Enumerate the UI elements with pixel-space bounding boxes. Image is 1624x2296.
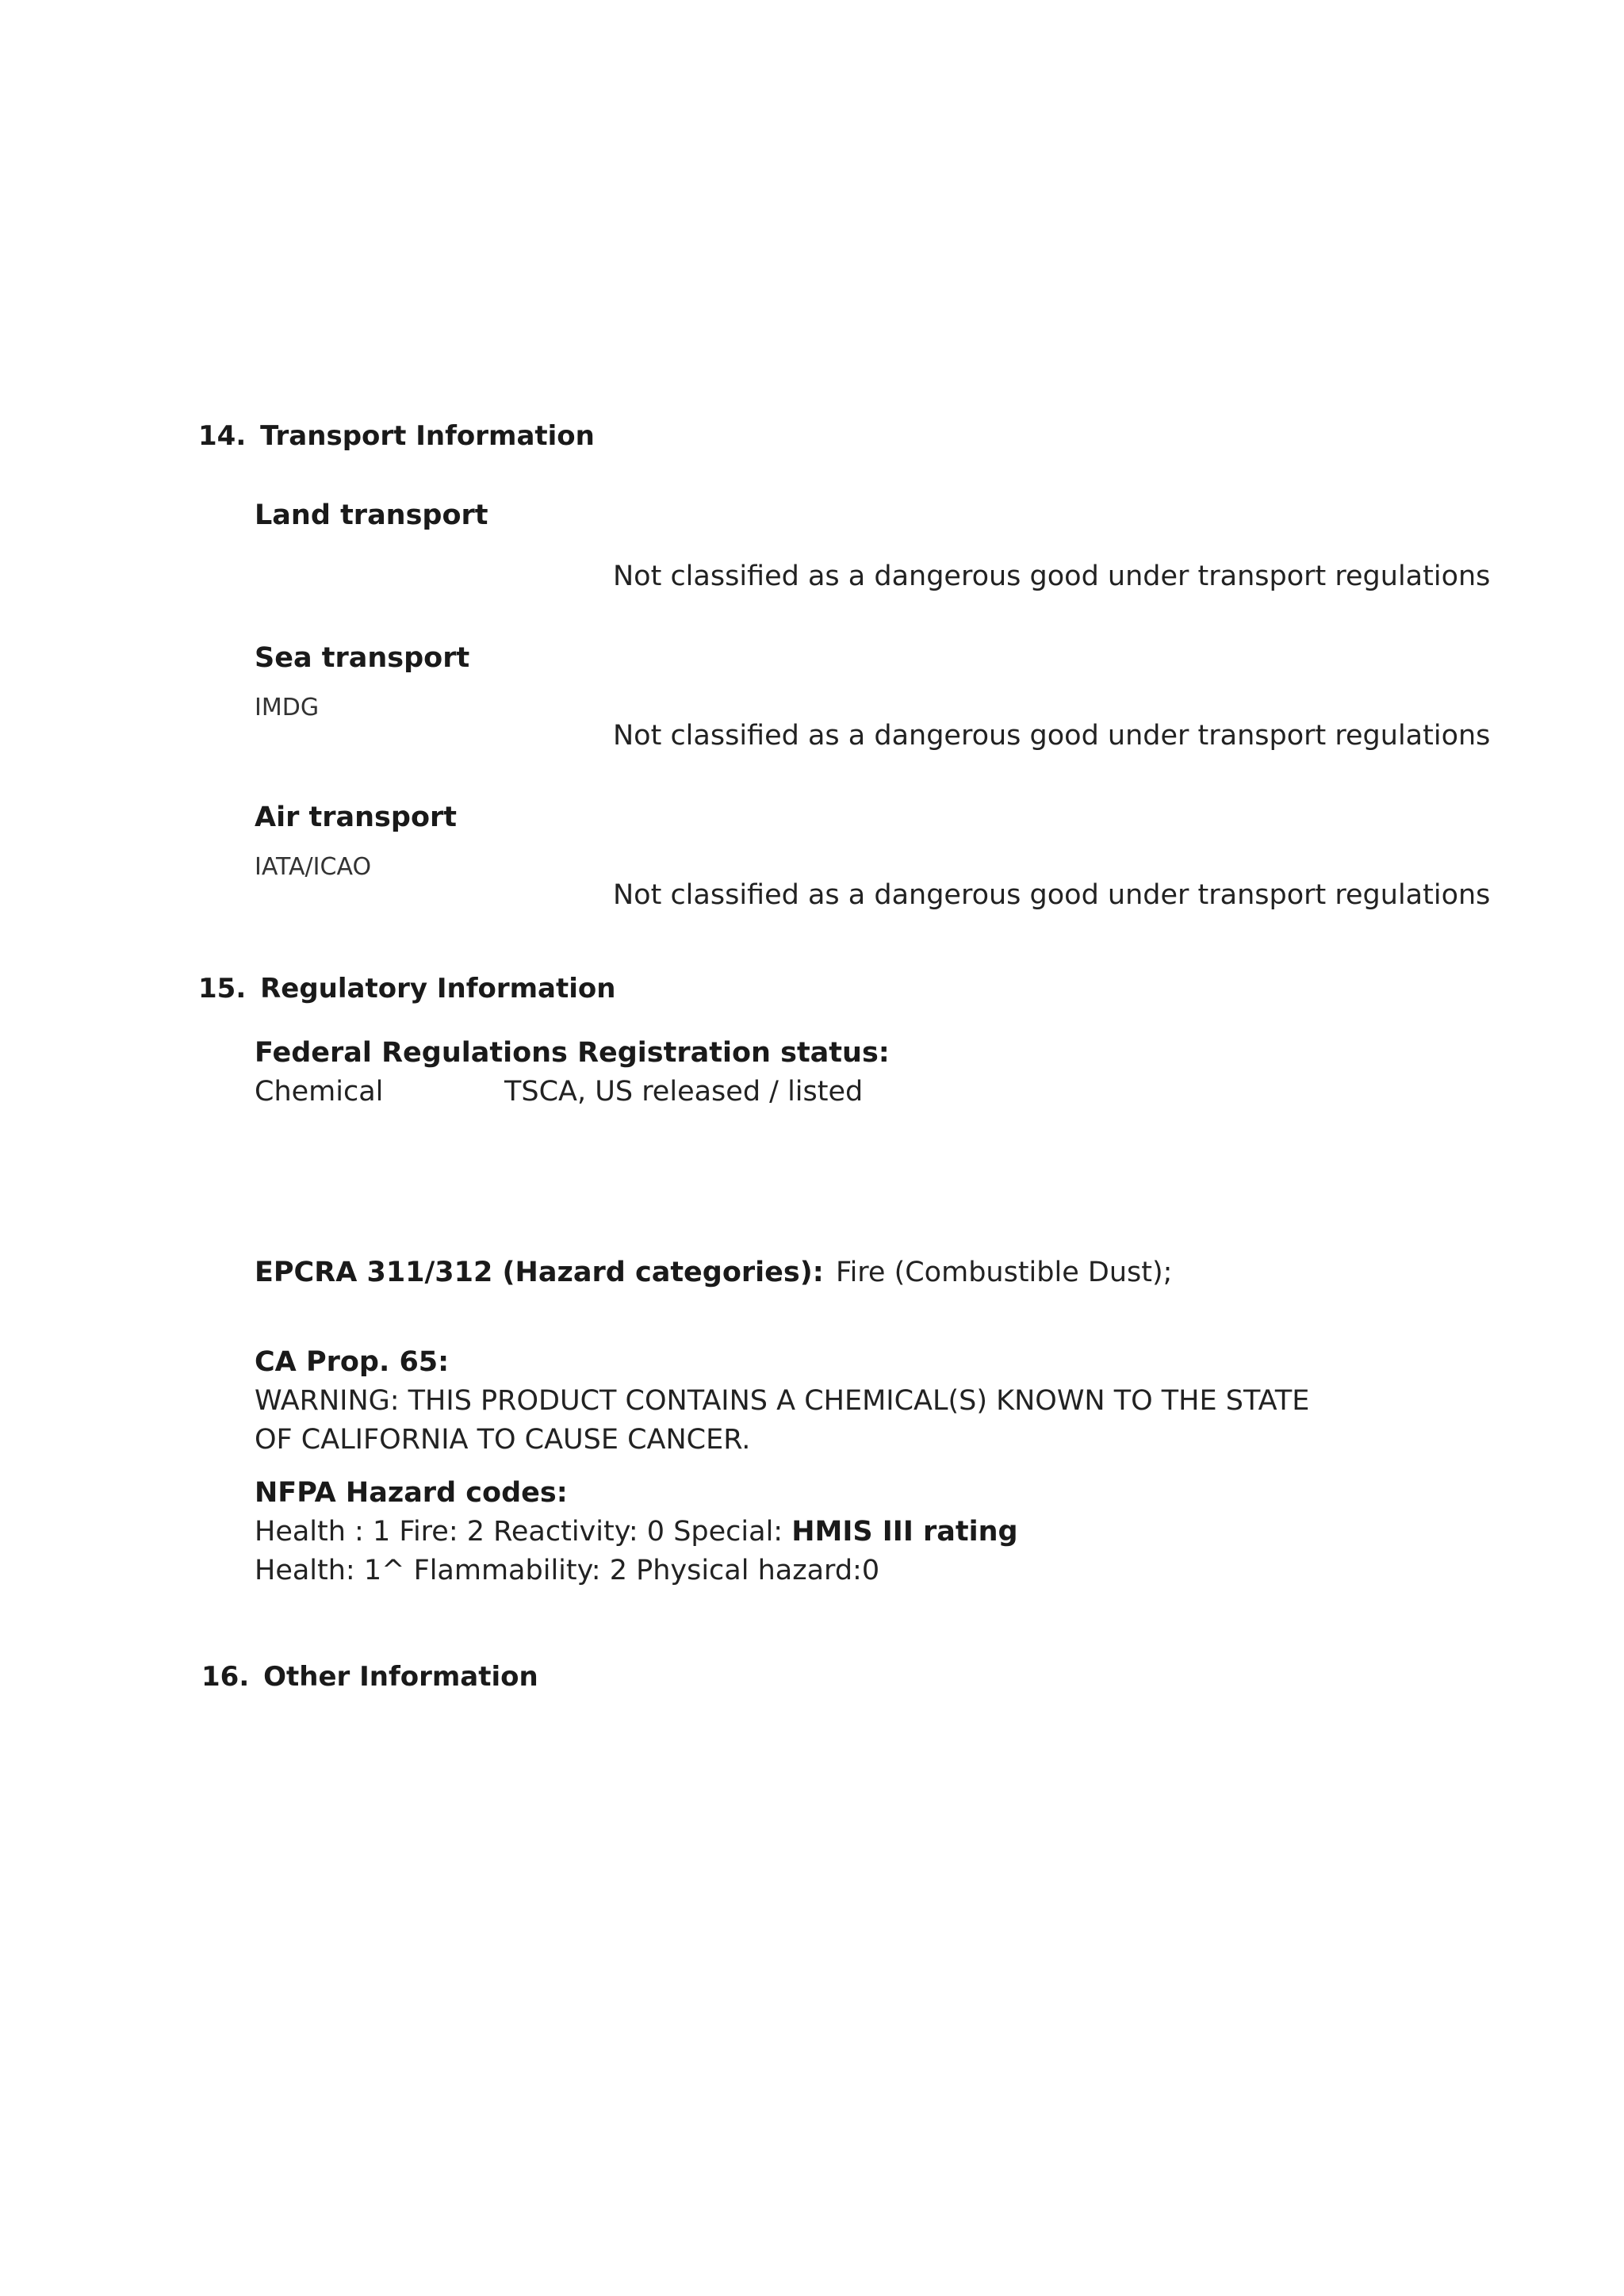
- federal-registration-value: TSCA, US released / listed: [504, 1076, 864, 1108]
- air-transport-statement: Not classified as a dangerous good under transport regulations: [613, 879, 1491, 911]
- land-transport-statement: Not classified as a dangerous good under transport regulations: [613, 561, 1491, 592]
- prop65-warning-line-1: WARNING: THIS PRODUCT CONTAINS A CHEMICAL(S) KNOWN TO THE STATE: [255, 1385, 1310, 1417]
- federal-regulations-heading: Federal Regulations Registration status:: [255, 1037, 890, 1069]
- nfpa-heading: NFPA Hazard codes:: [255, 1477, 568, 1509]
- section-title: Transport Information: [260, 420, 595, 452]
- section-number: 15.: [198, 973, 247, 1004]
- land-transport-heading: Land transport: [255, 499, 488, 531]
- air-transport-sublabel: IATA/ICAO: [255, 853, 372, 881]
- hmis-rating-label: HMIS III rating: [791, 1516, 1018, 1548]
- section-number: 14.: [198, 420, 247, 452]
- epcra-value: Fire (Combustible Dust);: [836, 1257, 1173, 1288]
- section-14-heading: [198, 420, 595, 452]
- sea-transport-sublabel: IMDG: [255, 694, 320, 721]
- federal-chemical-label: Chemical: [255, 1076, 384, 1108]
- nfpa-codes-text: Health : 1 Fire: 2 Reactivity: 0 Special:: [255, 1516, 792, 1548]
- nfpa-codes-line-1: [255, 1516, 1018, 1548]
- sea-transport-heading: Sea transport: [255, 642, 470, 674]
- hmis-codes-line: Health: 1^ Flammability: 2 Physical hazard:0: [255, 1555, 880, 1586]
- prop65-heading: CA Prop. 65:: [255, 1346, 450, 1378]
- epcra-label: EPCRA 311/312 (Hazard categories):: [255, 1257, 824, 1288]
- section-number: 16.: [201, 1661, 250, 1693]
- sea-transport-statement: Not classified as a dangerous good under transport regulations: [613, 720, 1491, 752]
- prop65-warning-line-2: OF CALIFORNIA TO CAUSE CANCER.: [255, 1424, 751, 1456]
- air-transport-heading: Air transport: [255, 802, 457, 833]
- section-title: Other Information: [263, 1661, 538, 1693]
- section-title: Regulatory Information: [260, 973, 616, 1004]
- section-16-heading: [201, 1661, 538, 1693]
- section-15-heading: [198, 973, 615, 1004]
